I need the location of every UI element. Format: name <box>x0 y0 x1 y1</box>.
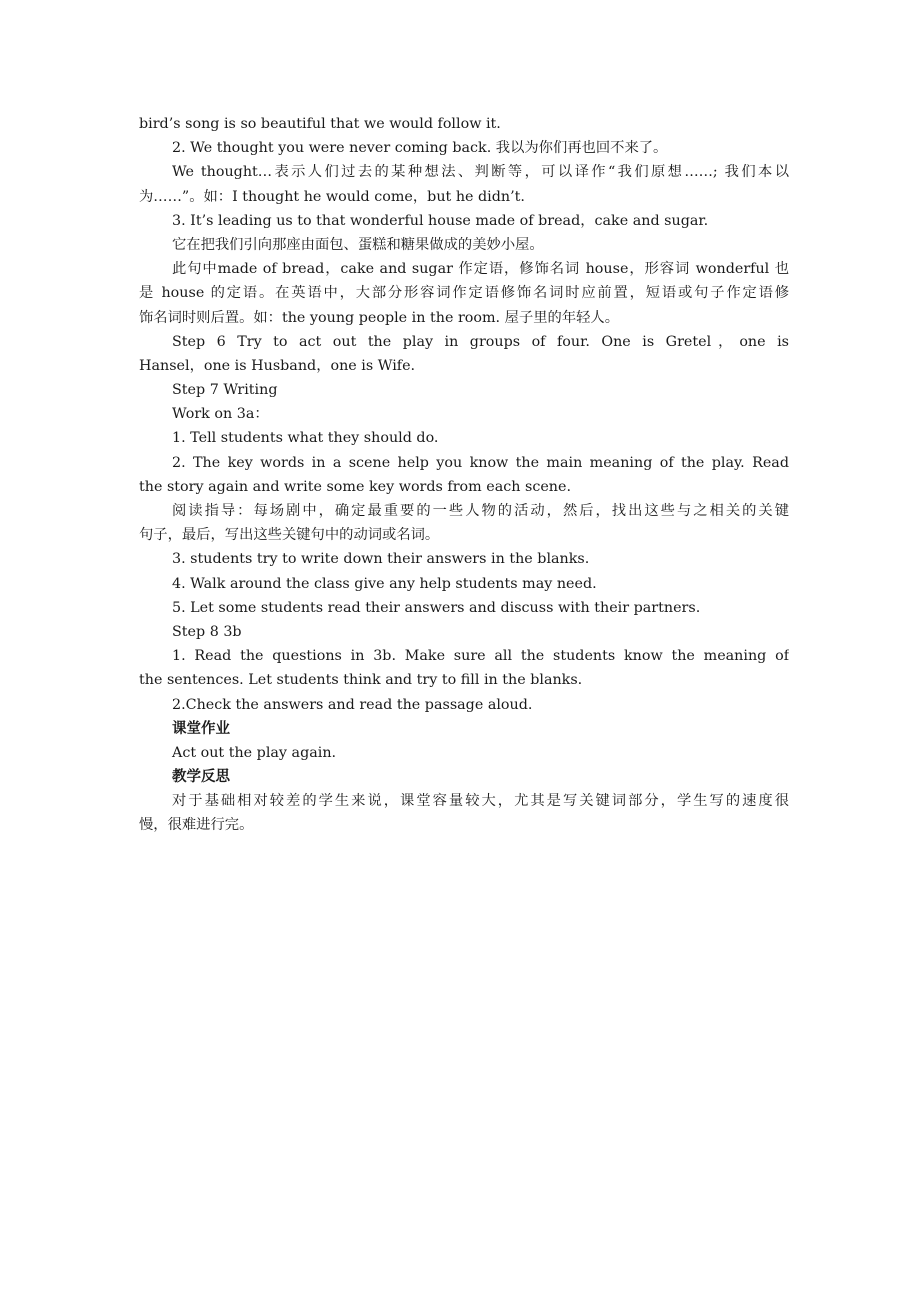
text-line: Work on 3a： <box>172 406 269 423</box>
text-line: 对于基础相对较差的学生来说，课堂容量较大，尤其是写关键词部分，学生写的速度很 <box>172 793 789 810</box>
text-line: 1. Tell students what they should do. <box>172 430 439 447</box>
text-line: 3. students try to write down their answers in the blanks. <box>172 551 590 568</box>
text-line: 2. We thought you were never coming back. 我以为你们再也回不来了。 <box>172 140 668 157</box>
text-line: Step 6 Try to act out the play in groups of four. One is Gretel，one is <box>172 333 789 350</box>
text-line: 5. Let some students read their answers and discuss with their partners. <box>172 599 701 616</box>
text-line: 句子，最后，写出这些关键句中的动词或名词。 <box>139 527 440 544</box>
document-page <box>139 112 789 838</box>
text-line: 1. Read the questions in 3b. Make sure all the students know the meaning of <box>172 648 789 665</box>
text-line: 2. The key words in a scene help you know the main meaning of the play. Read <box>172 454 789 471</box>
text-line: 阅读指导：每场剧中，确定最重要的一些人物的活动，然后，找出这些与之相关的关键 <box>172 503 789 519</box>
text-line: 它在把我们引向那座由面包、蛋糕和糖果做成的美妙小屋。 <box>172 236 544 253</box>
text-line: 2.Check the answers and read the passage aloud. <box>172 696 533 713</box>
text-line: 3. It’s leading us to that wonderful house made of bread，cake and sugar. <box>172 212 709 229</box>
text-line: 此句中made of bread，cake and sugar 作定语，修饰名词 house，形容词 wonderful 也 <box>172 261 789 278</box>
text-line: bird’s song is so beautiful that we would follow it. <box>139 116 501 132</box>
text-line: 饰名词时则后置。如：the young people in the room. 屋子里的年轻人。 <box>139 309 620 326</box>
text-line: the story again and write some key words from each scene. <box>139 478 572 495</box>
text-line: Hansel，one is Husband，one is Wife. <box>139 357 416 374</box>
text-line: 4. Walk around the class give any help students may need. <box>172 575 597 592</box>
text-line: 慢，很难进行完。 <box>139 817 254 834</box>
text-line: Step 8 3b <box>172 623 242 640</box>
text-line: 是 house 的定语。在英语中，大部分形容词作定语修饰名词时应前置，短语或句子作定语修 <box>139 285 789 302</box>
section-heading: 教学反思 <box>172 769 230 786</box>
section-heading: 课堂作业 <box>172 720 230 737</box>
text-line: the sentences. Let students think and try to fill in the blanks. <box>139 672 583 689</box>
text-line: We thought…表示人们过去的某种想法、判断等，可以译作“我们原想……; 我们本以 <box>172 164 789 181</box>
text-line: Act out the play again. <box>172 744 337 761</box>
text-line: Step 7 Writing <box>172 382 278 399</box>
text-line: 为……”。如：I thought he would come，but he didn’t. <box>139 188 525 205</box>
